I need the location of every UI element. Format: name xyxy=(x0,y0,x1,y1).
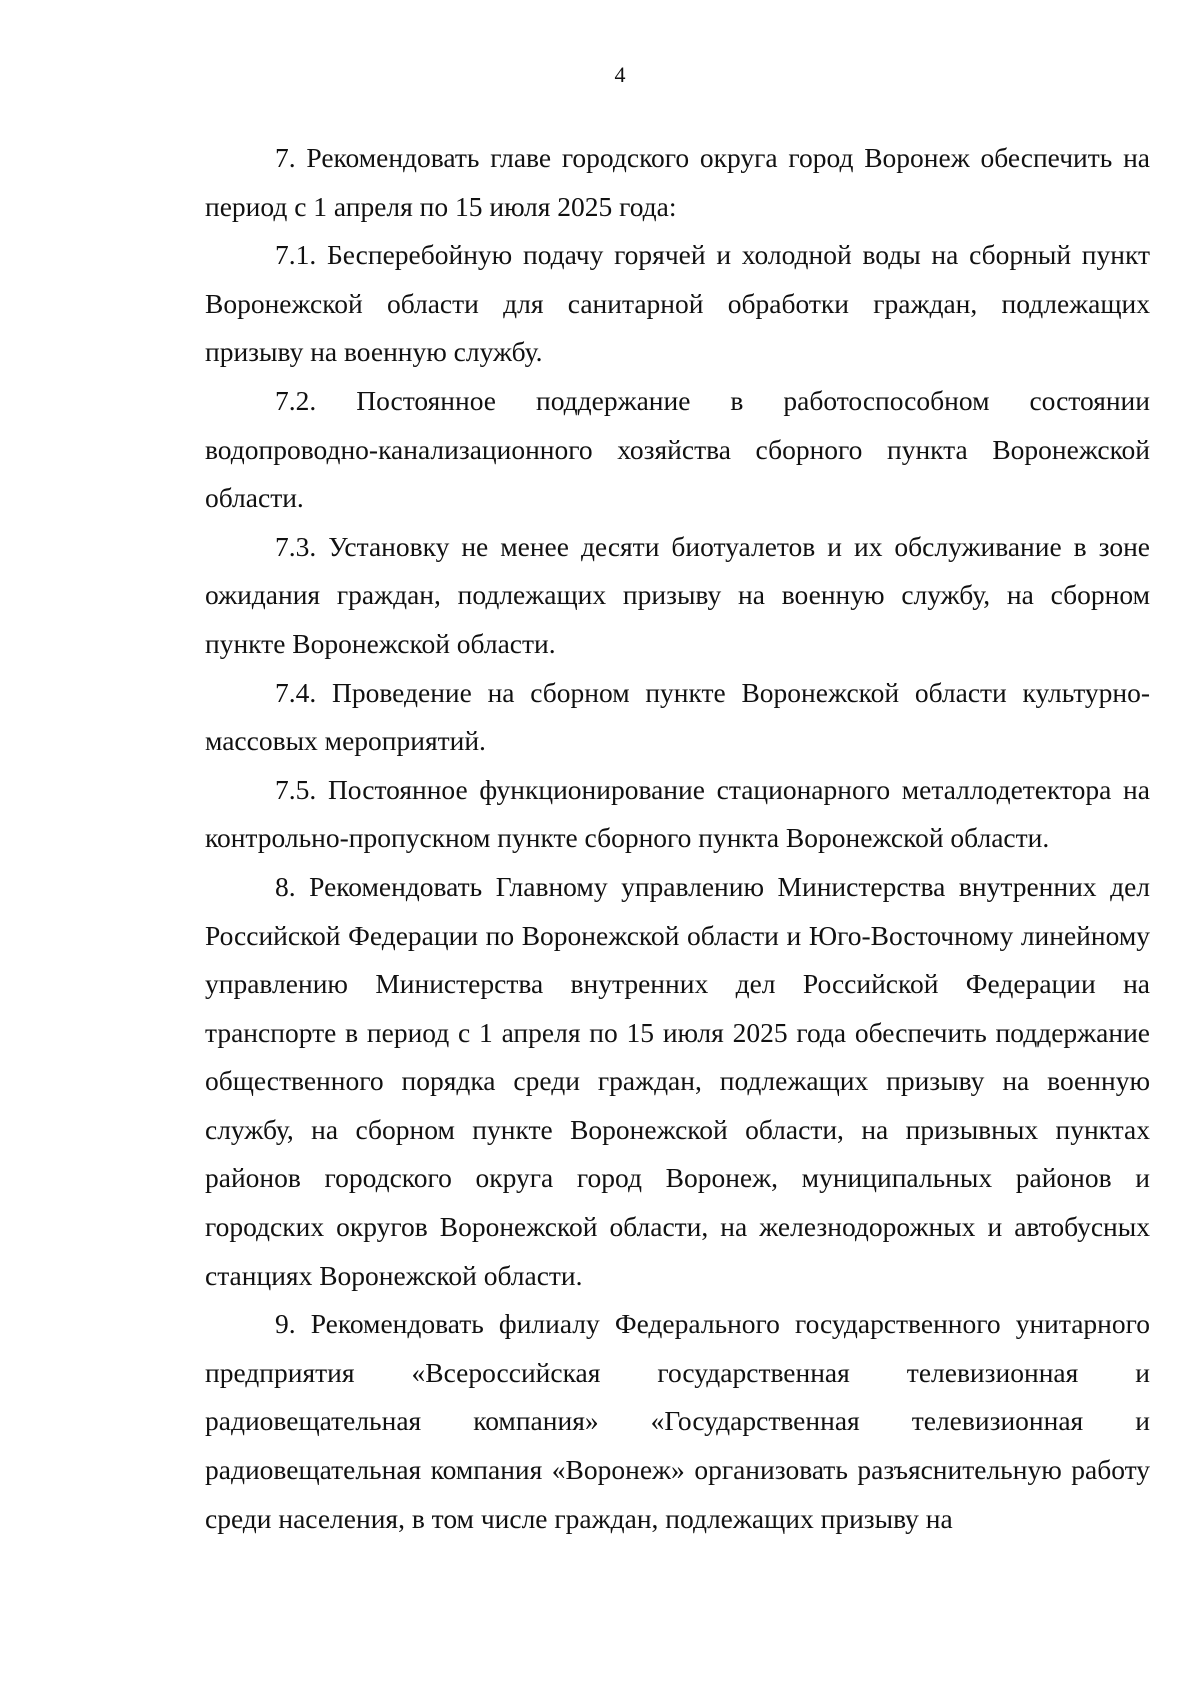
paragraph-7: 7. Рекомендовать главе городского округа город Воронеж обеспечить на период с 1 апреля по 15 июля 2025 года: xyxy=(205,142,1150,222)
paragraph-7-1: 7.1. Бесперебойную подачу горячей и холодной воды на сборный пункт Воронежской области для санитарной обработки граждан, подлежащих призыву на военную службу. xyxy=(205,239,1150,368)
paragraph-7-5: 7.5. Постоянное функционирование стационарного металлодетектора на контрольно-пропускном пункте сборного пункта Воронежской области. xyxy=(205,773,1150,854)
paragraph-7-2: 7.2. Постоянное поддержание в работоспособном состоянии водопроводно-канализационного хозяйства сборного пункта Воронежской области. xyxy=(205,384,1150,514)
page-number: 4 xyxy=(614,62,626,87)
paragraph-7-4: 7.4. Проведение на сборном пункте Воронежской области культурно-массовых мероприятий. xyxy=(205,676,1150,757)
paragraph-8: 8. Рекомендовать Главному управлению Министерства внутренних дел Российской Федерации по Воронежской области и Юго-Восточному линейному управлению Министерства внутренних дел Российской Федерации на транспорте в период с 1 апреля по 15 июля 2025 года обеспечить поддержание общественного порядка среди граждан, подлежащих призыву на военную службу, на сборном пункте Воронежской области, на призывных пунктах районов городского округа город Воронеж, муниципальных районов и городских округов Воронежской области, на железнодорожных и автобусных станциях Воронежской области. xyxy=(205,870,1150,1291)
paragraph-7-3: 7.3. Установку не менее десяти биотуалетов и их обслуживание в зоне ожидания граждан, подлежащих призыву на военную службу, на сборном пункте Воронежской области. xyxy=(205,530,1150,659)
document-body xyxy=(205,134,1150,1543)
paragraph-9: 9. Рекомендовать филиалу Федерального государственного унитарного предприятия «Всероссийская государственная телевизионная и радиовещательная компания» «Государственная телевизионная и радиовещательная компания «Воронеж» организовать разъяснительную работу среди населения, в том числе граждан, подлежащих призыву на xyxy=(205,1308,1150,1534)
